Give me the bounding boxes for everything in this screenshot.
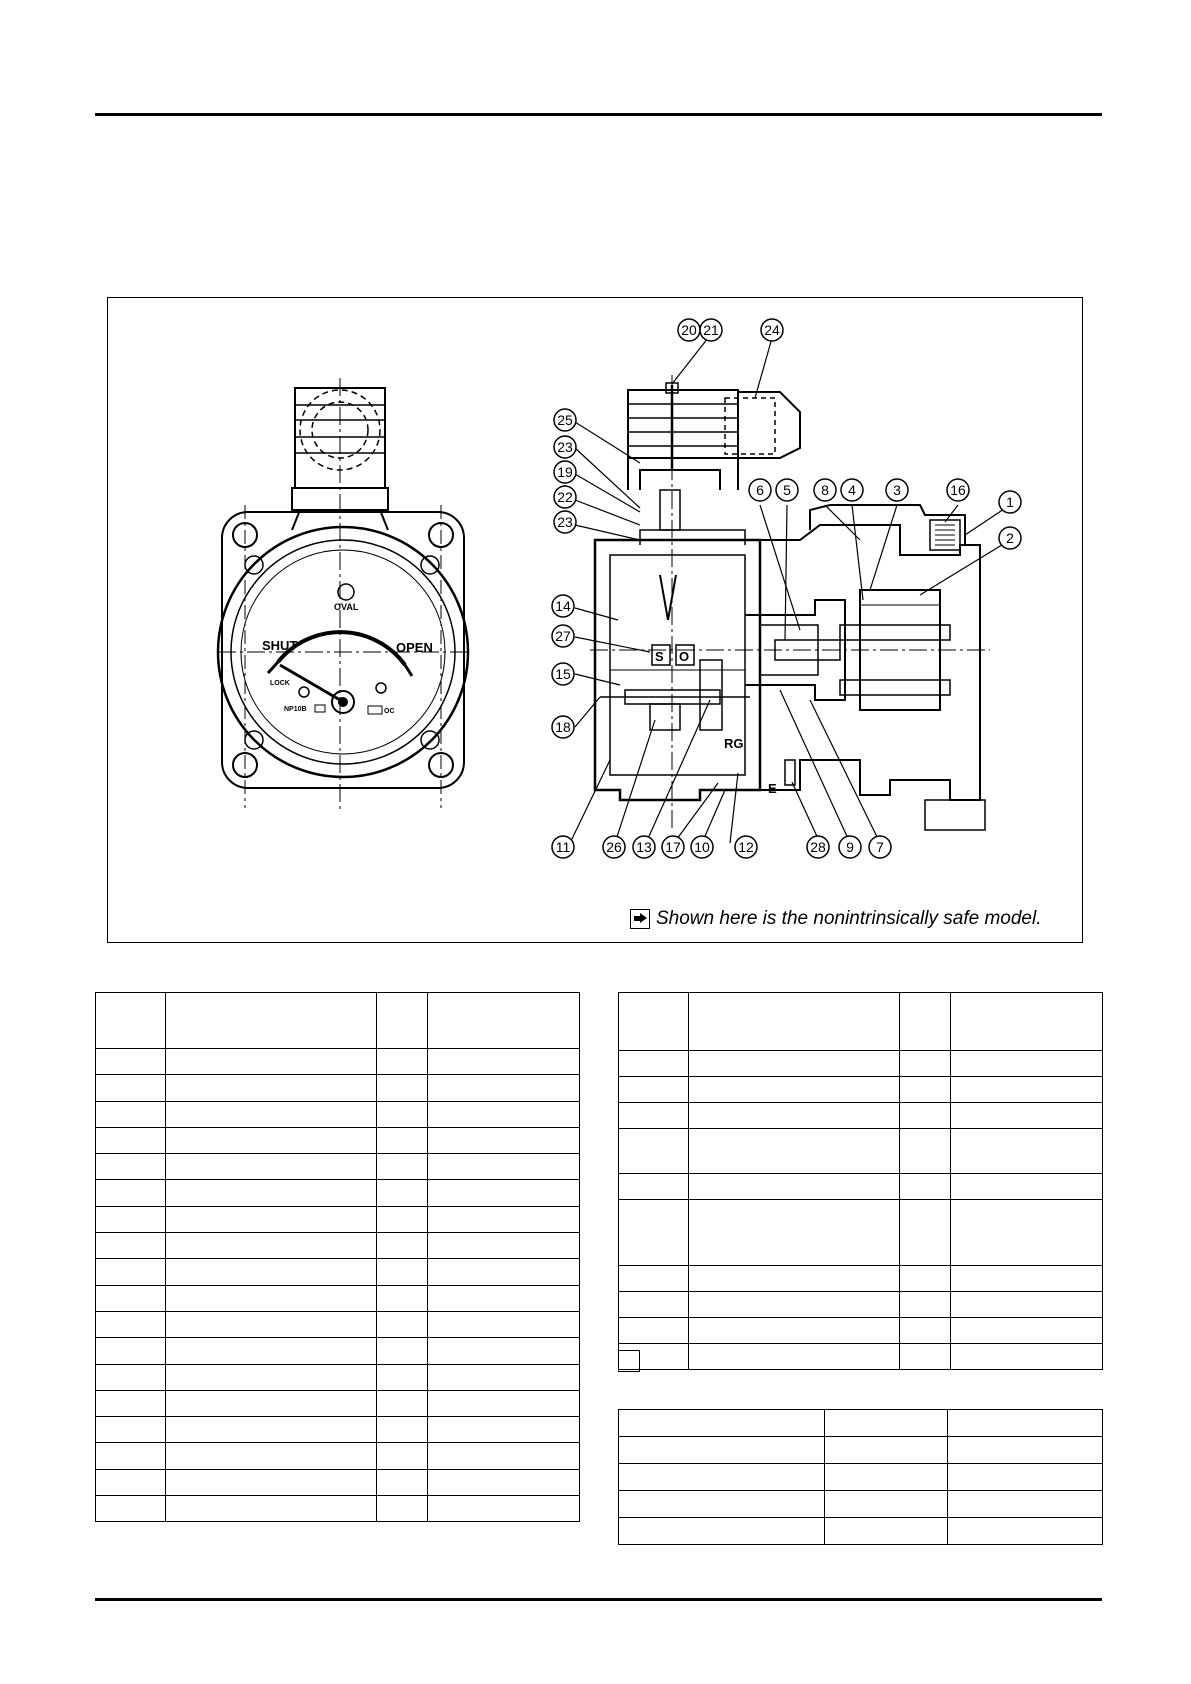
callout-25 [554,409,576,431]
parts-right-cell [619,1318,689,1344]
parts-left-cell [166,993,377,1049]
callout-11 [552,836,574,858]
callout-17 [662,836,684,858]
parts-left-cell [96,1233,166,1259]
parts-right-cell [689,1077,900,1103]
parts-left-cell [377,993,428,1049]
arrow-right-icon [630,909,650,929]
figure-note-text: Shown here is the nonintrinsically safe model. [656,908,1042,929]
svg-text:14: 14 [555,598,571,614]
parts-left-cell [428,1101,580,1127]
parts-right-cell [689,1344,900,1370]
svg-text:23: 23 [557,514,573,530]
parts-right-cell [689,1174,900,1200]
parts-right-row [619,1077,1103,1103]
svg-text:22: 22 [557,489,573,505]
section-label-s: S [655,649,664,664]
svg-text:4: 4 [848,482,856,498]
callout-2021 [678,319,722,341]
svg-text:6: 6 [756,482,764,498]
parts-right-cell [619,1266,689,1292]
parts-left-cell [428,993,580,1049]
svg-text:5: 5 [783,482,791,498]
parts-right-cell [689,993,900,1051]
parts-left-cell [166,1285,377,1311]
parts-right-cell [900,1344,951,1370]
parts-left-cell [377,1364,428,1390]
parts-left-cell [377,1259,428,1285]
parts-right-cell [951,993,1103,1051]
parts-right-row [619,1292,1103,1318]
callout-28 [807,836,829,858]
svg-text:8: 8 [821,482,829,498]
spec-row [619,1518,1103,1545]
parts-left-cell [96,1285,166,1311]
parts-right-cell [619,1200,689,1266]
parts-right-row [619,1318,1103,1344]
callout-15 [552,663,574,685]
parts-left-cell [377,1154,428,1180]
parts-left-cell [377,1180,428,1206]
parts-left-row [96,1127,580,1153]
parts-left-cell [428,1127,580,1153]
parts-left-cell [377,1049,428,1075]
parts-left-row [96,1075,580,1101]
parts-right-cell [900,1318,951,1344]
spec-row [619,1491,1103,1518]
parts-left-cell [96,1390,166,1416]
svg-text:3: 3 [893,482,901,498]
callout-12 [735,836,757,858]
spec-cell [948,1437,1103,1464]
section-label-rg: RG [724,736,744,751]
parts-left-row [96,1154,580,1180]
parts-left-cell [166,1075,377,1101]
parts-left-cell [428,1049,580,1075]
parts-left-cell [96,993,166,1049]
parts-left-cell [166,1259,377,1285]
figure-note [630,908,1041,930]
parts-left-cell [166,1233,377,1259]
spec-cell [948,1464,1103,1491]
parts-left-cell [166,1469,377,1495]
parts-left-cell [428,1364,580,1390]
dial-open-label: OPEN [396,640,433,655]
parts-right-cell [619,1292,689,1318]
parts-left-cell [428,1496,580,1522]
parts-right-cell [619,1051,689,1077]
callout-8 [814,479,836,501]
parts-left-cell [377,1127,428,1153]
parts-right-cell [951,1344,1103,1370]
svg-text:16: 16 [950,482,966,498]
svg-text:24: 24 [764,322,780,338]
parts-right-cell [951,1266,1103,1292]
svg-text:11: 11 [555,839,571,855]
svg-text:13: 13 [636,839,652,855]
parts-left-row [96,1338,580,1364]
parts-right-cell [951,1318,1103,1344]
parts-table-right [618,992,1103,1370]
parts-right-cell [900,1077,951,1103]
parts-left-row [96,1496,580,1522]
parts-right-cell [619,1174,689,1200]
spec-cell [619,1410,825,1437]
parts-left-row [96,993,580,1049]
parts-left-cell [377,1233,428,1259]
callout-13 [633,836,655,858]
parts-right-cell [689,1266,900,1292]
parts-left-row [96,1469,580,1495]
parts-right-cell [951,1077,1103,1103]
parts-left-cell [96,1469,166,1495]
dial-shut-label: SHUT [262,638,298,653]
svg-text:9: 9 [846,839,854,855]
parts-left-cell [166,1154,377,1180]
svg-text:20: 20 [681,322,697,338]
parts-right-cell [900,1174,951,1200]
parts-right-cell [900,1266,951,1292]
parts-right-cell [900,1103,951,1129]
parts-left-cell [377,1338,428,1364]
parts-right-cell [619,1103,689,1129]
parts-left-cell [96,1206,166,1232]
dial-np-label: NP10B [284,706,307,713]
parts-left-cell [166,1364,377,1390]
spec-cell [619,1464,825,1491]
parts-left-row [96,1443,580,1469]
parts-left-cell [96,1127,166,1153]
parts-table-left [95,992,580,1522]
parts-left-cell [428,1417,580,1443]
parts-left-row [96,1417,580,1443]
parts-right-row [619,1103,1103,1129]
parts-left-row [96,1285,580,1311]
parts-left-cell [166,1338,377,1364]
svg-text:15: 15 [555,666,571,682]
parts-left-cell [428,1259,580,1285]
parts-right-row [619,993,1103,1051]
parts-left-cell [166,1101,377,1127]
spec-cell [825,1491,948,1518]
spec-cell [825,1464,948,1491]
svg-text:10: 10 [694,839,710,855]
parts-right-cell [619,1077,689,1103]
parts-left-row [96,1206,580,1232]
parts-right-cell [951,1103,1103,1129]
parts-right-row [619,1200,1103,1266]
spec-cell [948,1491,1103,1518]
parts-left-cell [377,1417,428,1443]
parts-left-row [96,1259,580,1285]
parts-left-cell [428,1469,580,1495]
parts-left-cell [166,1206,377,1232]
callout-10 [691,836,713,858]
callout-19 [554,461,576,483]
parts-left-cell [377,1075,428,1101]
svg-text:28: 28 [810,839,826,855]
spec-row [619,1464,1103,1491]
parts-left-row [96,1233,580,1259]
parts-right-cell [689,1292,900,1318]
parts-left-cell [96,1075,166,1101]
front-view [218,378,470,810]
parts-right-cell [951,1129,1103,1174]
spec-cell [825,1518,948,1545]
spec-row [619,1437,1103,1464]
section-label-e: E [768,781,777,796]
parts-right-cell [951,1051,1103,1077]
parts-right-row [619,1174,1103,1200]
parts-left-row [96,1180,580,1206]
svg-text:19: 19 [557,464,573,480]
spec-cell [948,1410,1103,1437]
callout-23 [554,436,576,458]
callout-18 [552,716,574,738]
parts-left-cell [166,1496,377,1522]
parts-right-row [619,1266,1103,1292]
spec-table [618,1409,1103,1545]
callout-4 [841,479,863,501]
callout-27 [552,625,574,647]
parts-left-cell [166,1417,377,1443]
svg-text:7: 7 [876,839,884,855]
parts-left-row [96,1311,580,1337]
parts-left-cell [96,1101,166,1127]
parts-left-cell [96,1443,166,1469]
parts-right-cell [951,1292,1103,1318]
parts-right-cell [900,1292,951,1318]
svg-text:27: 27 [555,628,571,644]
parts-right-cell [619,993,689,1051]
parts-right-row [619,1129,1103,1174]
parts-right-cell [689,1318,900,1344]
svg-text:21: 21 [703,322,719,338]
parts-left-cell [377,1285,428,1311]
dial-oc-label: OC [384,708,395,715]
callout-22 [554,486,576,508]
parts-left-cell [428,1180,580,1206]
parts-left-cell [166,1049,377,1075]
callout-2 [999,527,1021,549]
parts-right-row [619,1051,1103,1077]
parts-left-row [96,1049,580,1075]
parts-left-cell [96,1049,166,1075]
parts-left-cell [96,1338,166,1364]
section-view [570,338,1010,843]
parts-right-cell [689,1200,900,1266]
parts-left-cell [166,1311,377,1337]
parts-left-cell [428,1285,580,1311]
svg-text:2: 2 [1006,530,1014,546]
parts-right-cell [689,1129,900,1174]
callout-7 [869,836,891,858]
parts-left-cell [428,1233,580,1259]
parts-right-row [619,1344,1103,1370]
svg-text:25: 25 [557,412,573,428]
callout-23 [554,511,576,533]
callout-26 [603,836,625,858]
callout-1 [999,491,1021,513]
parts-left-cell [377,1443,428,1469]
parts-left-cell [377,1469,428,1495]
svg-text:12: 12 [738,839,754,855]
parts-left-cell [428,1206,580,1232]
parts-left-row [96,1390,580,1416]
parts-right-cell [900,1051,951,1077]
dial-brand-label: OVAL [334,602,359,612]
parts-left-row [96,1364,580,1390]
parts-left-cell [96,1259,166,1285]
spec-cell [825,1410,948,1437]
svg-text:17: 17 [665,839,681,855]
svg-text:1: 1 [1006,494,1014,510]
parts-left-cell [377,1390,428,1416]
parts-left-cell [377,1101,428,1127]
parts-left-cell [377,1311,428,1337]
callout-9 [839,836,861,858]
parts-left-cell [96,1417,166,1443]
footer-rule [95,1598,1102,1601]
parts-left-cell [377,1206,428,1232]
parts-left-cell [428,1154,580,1180]
callout-16 [947,479,969,501]
callout-14 [552,595,574,617]
parts-right-cell [900,1129,951,1174]
spec-cell [948,1518,1103,1545]
parts-left-cell [96,1364,166,1390]
parts-right-cell [689,1051,900,1077]
spec-cell [619,1437,825,1464]
parts-right-cell [689,1103,900,1129]
parts-left-cell [428,1443,580,1469]
parts-right-cell [900,1200,951,1266]
parts-left-cell [428,1075,580,1101]
legend-box [618,1350,640,1372]
parts-left-cell [166,1443,377,1469]
svg-text:23: 23 [557,439,573,455]
spec-cell [619,1518,825,1545]
callout-6 [749,479,771,501]
spec-row [619,1410,1103,1437]
parts-left-cell [428,1338,580,1364]
parts-left-cell [96,1180,166,1206]
parts-right-cell [619,1129,689,1174]
parts-left-cell [166,1180,377,1206]
parts-left-cell [96,1496,166,1522]
dial-lock-label: LOCK [270,680,290,687]
svg-text:26: 26 [606,839,622,855]
callout-24 [761,319,783,341]
parts-left-row [96,1101,580,1127]
callout-5 [776,479,798,501]
parts-left-cell [96,1154,166,1180]
parts-right-cell [951,1174,1103,1200]
section-label-o: O [679,649,690,664]
svg-text:18: 18 [555,719,571,735]
parts-left-cell [96,1311,166,1337]
parts-left-cell [428,1311,580,1337]
spec-cell [619,1491,825,1518]
spec-cell [825,1437,948,1464]
parts-left-cell [377,1496,428,1522]
parts-right-cell [900,993,951,1051]
parts-right-cell [951,1200,1103,1266]
parts-left-cell [166,1390,377,1416]
callout-3 [886,479,908,501]
parts-left-cell [428,1390,580,1416]
parts-left-cell [166,1127,377,1153]
